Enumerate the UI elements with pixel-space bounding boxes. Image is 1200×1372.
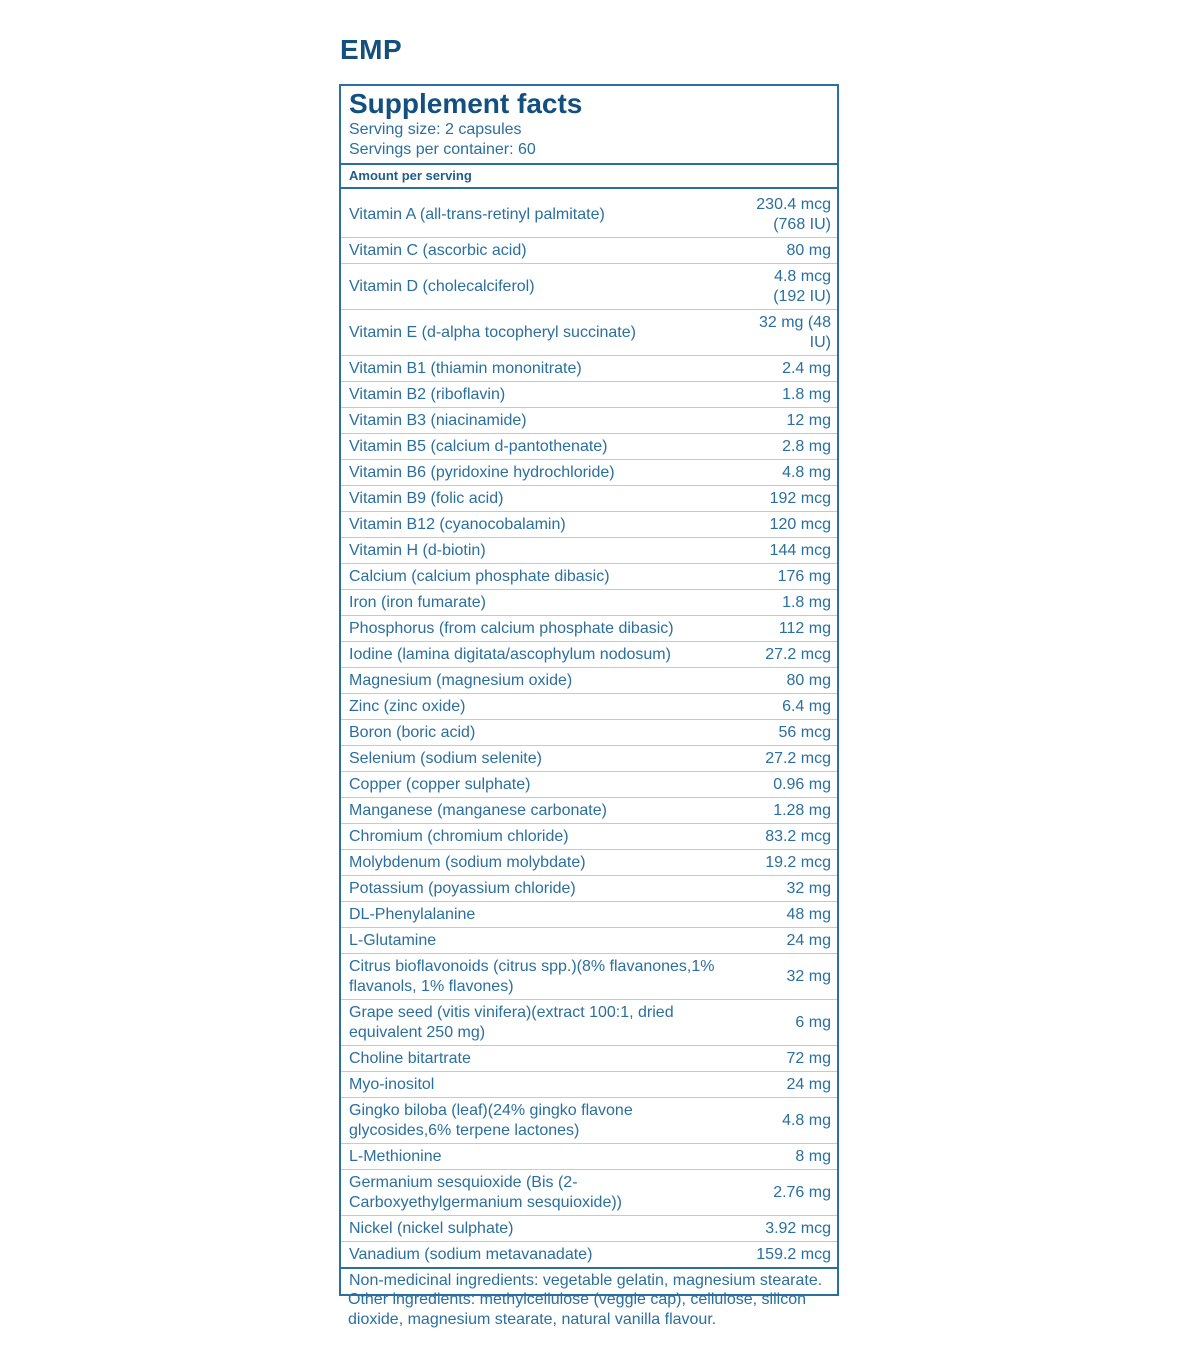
ingredient-amount: 6.4 mg	[723, 694, 837, 720]
table-row	[341, 1098, 837, 1144]
ingredient-name: Vitamin B1 (thiamin mononitrate)	[341, 356, 723, 382]
ingredient-amount: 2.8 mg	[723, 434, 837, 460]
ingredient-amount: 176 mg	[723, 564, 837, 590]
ingredient-amount: 32 mg (48 IU)	[723, 310, 837, 356]
ingredient-name: Vitamin E (d-alpha tocopheryl succinate)	[341, 310, 723, 356]
table-row	[341, 720, 837, 746]
ingredient-amount: 120 mcg	[723, 512, 837, 538]
table-row	[341, 1072, 837, 1098]
table-row	[341, 694, 837, 720]
ingredient-name: Copper (copper sulphate)	[341, 772, 723, 798]
panel-title: Supplement facts	[349, 88, 583, 119]
ingredient-amount: 80 mg	[723, 668, 837, 694]
table-row	[341, 238, 837, 264]
table-row	[341, 746, 837, 772]
ingredient-amount: 19.2 mcg	[723, 850, 837, 876]
ingredient-name: Germanium sesquioxide (Bis (2-Carboxyethylgermanium sesquioxide))	[341, 1170, 723, 1216]
ingredient-name: Nickel (nickel sulphate)	[341, 1216, 723, 1242]
ingredient-name: Vitamin B3 (niacinamide)	[341, 408, 723, 434]
ingredient-amount: 4.8 mg	[723, 1098, 837, 1144]
ingredient-amount: 3.92 mcg	[723, 1216, 837, 1242]
ingredient-amount: 1.28 mg	[723, 798, 837, 824]
ingredient-name: Citrus bioflavonoids (citrus spp.)(8% flavanones,1% flavanols, 1% flavones)	[341, 954, 723, 1000]
ingredient-name: DL-Phenylalanine	[341, 902, 723, 928]
ingredient-amount: 27.2 mcg	[723, 642, 837, 668]
table-row	[341, 798, 837, 824]
ingredient-name: Manganese (manganese carbonate)	[341, 798, 723, 824]
ingredient-amount: 4.8 mcg (192 IU)	[723, 264, 837, 310]
ingredient-name: Magnesium (magnesium oxide)	[341, 668, 723, 694]
ingredient-amount: 32 mg	[723, 876, 837, 902]
supplement-facts-panel	[339, 84, 839, 1296]
ingredient-amount: 80 mg	[723, 238, 837, 264]
ingredient-amount: 24 mg	[723, 928, 837, 954]
ingredient-name: L-Methionine	[341, 1144, 723, 1170]
ingredient-name: Potassium (poyassium chloride)	[341, 876, 723, 902]
table-row	[341, 902, 837, 928]
table-row	[341, 1242, 837, 1268]
ingredient-amount: 192 mcg	[723, 486, 837, 512]
ingredient-name: Chromium (chromium chloride)	[341, 824, 723, 850]
table-row	[341, 382, 837, 408]
ingredient-name: Molybdenum (sodium molybdate)	[341, 850, 723, 876]
non-medicinal-ingredients: Non-medicinal ingredients: vegetable gelatin, magnesium stearate.	[341, 1267, 837, 1294]
table-row	[341, 928, 837, 954]
ingredient-amount: 12 mg	[723, 408, 837, 434]
ingredient-name: Vitamin B12 (cyanocobalamin)	[341, 512, 723, 538]
table-row	[341, 192, 837, 238]
ingredient-amount: 4.8 mg	[723, 460, 837, 486]
ingredient-name: Gingko biloba (leaf)(24% gingko flavone glycosides,6% terpene lactones)	[341, 1098, 723, 1144]
table-row	[341, 1144, 837, 1170]
ingredient-amount: 83.2 mcg	[723, 824, 837, 850]
other-ingredients: Other ingredients: methylcellulose (veggie cap), cellulose, silicon dioxide, magnesium stearate, natural vanilla flavour.	[348, 1291, 806, 1328]
ingredient-amount: 2.4 mg	[723, 356, 837, 382]
ingredient-amount: 0.96 mg	[723, 772, 837, 798]
table-row	[341, 486, 837, 512]
ingredient-name: Choline bitartrate	[341, 1046, 723, 1072]
ingredient-amount: 48 mg	[723, 902, 837, 928]
ingredient-name: Vitamin A (all-trans-retinyl palmitate)	[341, 192, 723, 238]
ingredient-name: Vitamin B2 (riboflavin)	[341, 382, 723, 408]
table-row	[341, 772, 837, 798]
ingredient-amount: 32 mg	[723, 954, 837, 1000]
ingredient-name: Selenium (sodium selenite)	[341, 746, 723, 772]
ingredient-name: Vitamin B6 (pyridoxine hydrochloride)	[341, 460, 723, 486]
ingredient-name: Vanadium (sodium metavanadate)	[349, 1246, 593, 1263]
table-row	[341, 1216, 837, 1242]
ingredient-amount: 159.2 mcg	[756, 1246, 831, 1263]
ingredient-amount: 24 mg	[723, 1072, 837, 1098]
ingredient-name: Vitamin B9 (folic acid)	[341, 486, 723, 512]
ingredient-amount: 8 mg	[723, 1144, 837, 1170]
table-row	[341, 850, 837, 876]
ingredient-amount: 72 mg	[723, 1046, 837, 1072]
table-row	[341, 408, 837, 434]
table-row	[341, 538, 837, 564]
ingredient-name: Myo-inositol	[341, 1072, 723, 1098]
ingredient-amount: 1.8 mg	[723, 382, 837, 408]
ingredient-name: Boron (boric acid)	[341, 720, 723, 746]
table-row	[341, 512, 837, 538]
ingredient-amount: 6 mg	[723, 1000, 837, 1046]
table-row	[341, 590, 837, 616]
panel-header	[341, 86, 837, 165]
ingredients-table	[341, 192, 837, 1267]
ingredient-name: L-Glutamine	[341, 928, 723, 954]
table-row	[341, 824, 837, 850]
amount-per-serving-header: Amount per serving	[341, 165, 837, 189]
table-row	[341, 954, 837, 1000]
table-row	[341, 642, 837, 668]
servings-per-container: Servings per container: 60	[349, 141, 536, 158]
table-row	[341, 460, 837, 486]
ingredient-amount: 1.8 mg	[723, 590, 837, 616]
table-row	[341, 876, 837, 902]
ingredient-name: Vitamin B5 (calcium d-pantothenate)	[341, 434, 723, 460]
table-row	[341, 668, 837, 694]
brand-name: EMP	[340, 34, 403, 65]
ingredient-amount: 56 mcg	[723, 720, 837, 746]
table-row	[341, 1046, 837, 1072]
table-row	[341, 434, 837, 460]
ingredient-amount: 230.4 mcg (768 IU)	[723, 192, 837, 238]
ingredient-name: Vitamin D (cholecalciferol)	[341, 264, 723, 310]
table-row	[341, 564, 837, 590]
table-row	[341, 1170, 837, 1216]
ingredient-name: Zinc (zinc oxide)	[341, 694, 723, 720]
ingredient-name: Grape seed (vitis vinifera)(extract 100:1, dried equivalent 250 mg)	[341, 1000, 723, 1046]
ingredient-name: Iron (iron fumarate)	[341, 590, 723, 616]
ingredient-name: Phosphorus (from calcium phosphate dibasic)	[341, 616, 723, 642]
ingredient-amount: 2.76 mg	[723, 1170, 837, 1216]
table-row	[341, 310, 837, 356]
ingredient-name: Vitamin H (d-biotin)	[341, 538, 723, 564]
ingredient-amount: 144 mcg	[723, 538, 837, 564]
ingredient-name: Vitamin C (ascorbic acid)	[341, 238, 723, 264]
table-row	[341, 616, 837, 642]
ingredient-name: Iodine (lamina digitata/ascophylum nodosum)	[341, 642, 723, 668]
table-row	[341, 356, 837, 382]
table-row	[341, 1000, 837, 1046]
ingredient-name: Calcium (calcium phosphate dibasic)	[341, 564, 723, 590]
ingredient-amount: 112 mg	[723, 616, 837, 642]
serving-size: Serving size: 2 capsules	[349, 121, 522, 138]
ingredient-amount: 27.2 mcg	[723, 746, 837, 772]
table-row	[341, 264, 837, 310]
